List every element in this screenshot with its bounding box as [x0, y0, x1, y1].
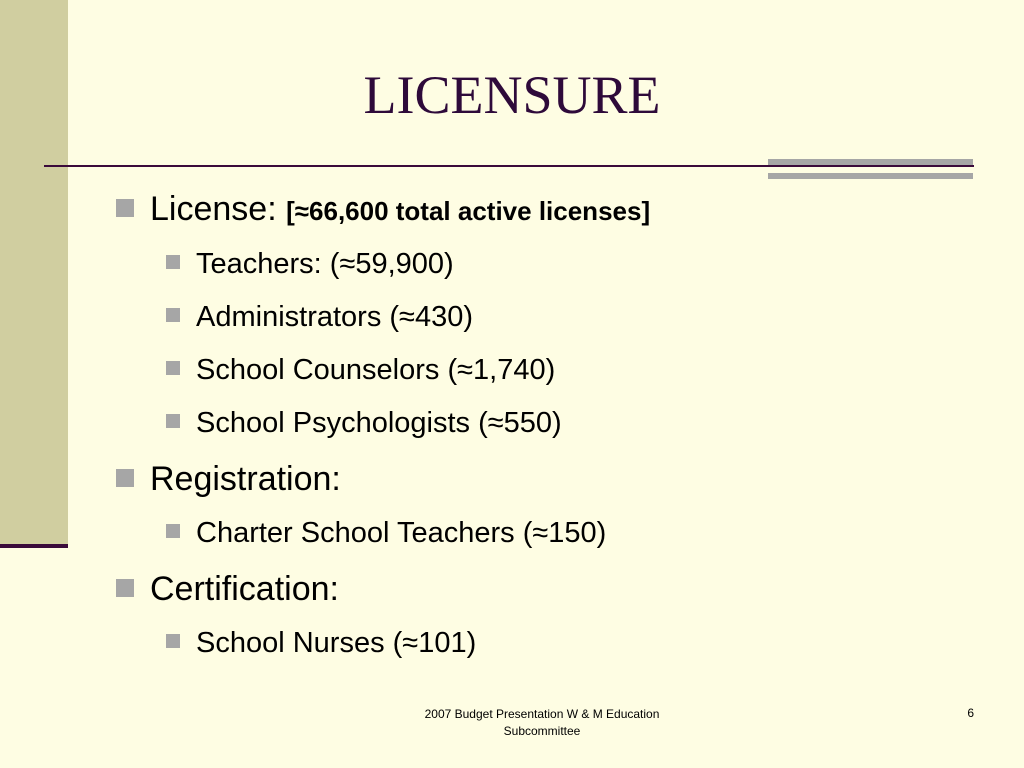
bullet-license: [116, 190, 650, 229]
bullet-square-icon: [166, 255, 180, 269]
bullet-teachers: [166, 248, 454, 281]
bullet-counselors-text: School Counselors (≈1,740): [196, 354, 556, 386]
bullet-psychologists: [166, 407, 562, 440]
bullet-nurses-text: School Nurses (≈101): [196, 627, 477, 659]
bullet-psychologists-text: School Psychologists (≈550): [196, 407, 562, 439]
bullet-square-icon: [166, 414, 180, 428]
slide-title: LICENSURE: [363, 65, 661, 125]
bullet-square-icon: [166, 308, 180, 322]
bullet-square-icon: [116, 469, 134, 487]
page-number: 6: [967, 706, 974, 720]
bullet-license-detail: [≈66,600 total active licenses]: [286, 196, 651, 226]
bullet-counselors: [166, 354, 555, 387]
bullet-square-icon: [166, 524, 180, 538]
bullet-administrators: [166, 301, 473, 334]
bullet-square-icon: [116, 199, 134, 217]
bullet-license-label: License:: [150, 190, 277, 228]
bullet-teachers-text: Teachers: (≈59,900): [196, 248, 454, 280]
bullet-charter-teachers: [166, 517, 606, 550]
footer-line-1: 2007 Budget Presentation W & M Education: [424, 707, 660, 721]
bullet-certification: [116, 570, 339, 609]
bullet-square-icon: [116, 579, 134, 597]
slide-footer: [372, 706, 712, 740]
bullet-administrators-text: Administrators (≈430): [196, 301, 474, 333]
bullet-nurses: [166, 627, 476, 660]
bullet-square-icon: [166, 361, 180, 375]
bullet-square-icon: [166, 634, 180, 648]
bullet-registration-text: Registration:: [150, 460, 341, 498]
bullet-registration: [116, 460, 341, 499]
footer-line-2: Subcommittee: [503, 724, 581, 738]
bullet-certification-text: Certification:: [150, 570, 339, 608]
bullet-charter-teachers-text: Charter School Teachers (≈150): [196, 517, 607, 549]
